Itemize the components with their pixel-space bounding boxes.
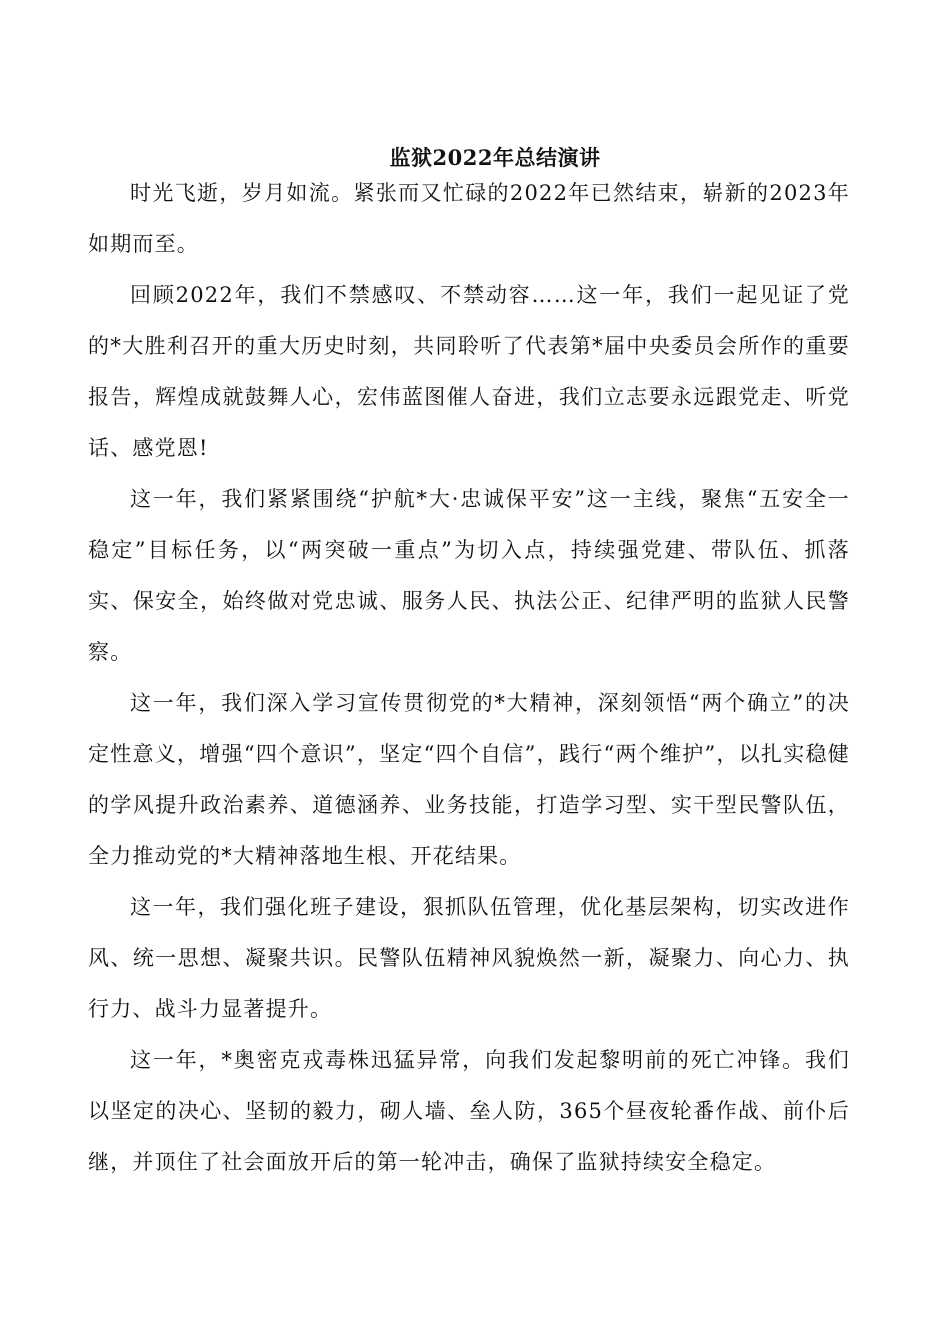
paragraph-1: 时光飞逝，岁月如流。紧张而又忙碌的2022年已然结束，崭新的2023年如期而至。	[88, 181, 850, 256]
document-body	[88, 168, 850, 1188]
paragraph-3: 这一年，我们紧紧围绕“护航*大·忠诚保平安”这一主线，聚焦“五安全一稳定”目标任务，以“两突破一重点”为切入点，持续强党建、带队伍、抓落实、保安全，始终做对党忠诚、服务人民、执法公正、纪律严明的监狱人民警察。	[88, 487, 850, 664]
document-title: 监狱2022年总结演讲	[389, 145, 601, 170]
paragraph-4: 这一年，我们深入学习宣传贯彻党的*大精神，深刻领悟“两个确立”的决定性意义，增强“四个意识”，坚定“四个自信”，践行“两个维护”，以扎实稳健的学风提升政治素养、道德涵养、业务技能，打造学习型、实干型民警队伍，全力推动党的*大精神落地生根、开花结果。	[88, 691, 850, 868]
paragraph-5: 这一年，我们强化班子建设，狠抓队伍管理，优化基层架构，切实改进作风、统一思想、凝聚共识。民警队伍精神风貌焕然一新，凝聚力、向心力、执行力、战斗力显著提升。	[88, 895, 850, 1021]
paragraph-6: 这一年，*奥密克戎毒株迅猛异常，向我们发起黎明前的死亡冲锋。我们以坚定的决心、坚韧的毅力，砌人墙、垒人防，365个昼夜轮番作战、前仆后继，并顶住了社会面放开后的第一轮冲击，确保了监狱持续安全稳定。	[88, 1048, 850, 1174]
paragraph-2: 回顾2022年，我们不禁感叹、不禁动容……这一年，我们一起见证了党的*大胜利召开的重大历史时刻，共同聆听了代表第*届中央委员会所作的重要报告，辉煌成就鼓舞人心，宏伟蓝图催人奋进，我们立志要永远跟党走、听党话、感党恩!	[88, 283, 850, 460]
